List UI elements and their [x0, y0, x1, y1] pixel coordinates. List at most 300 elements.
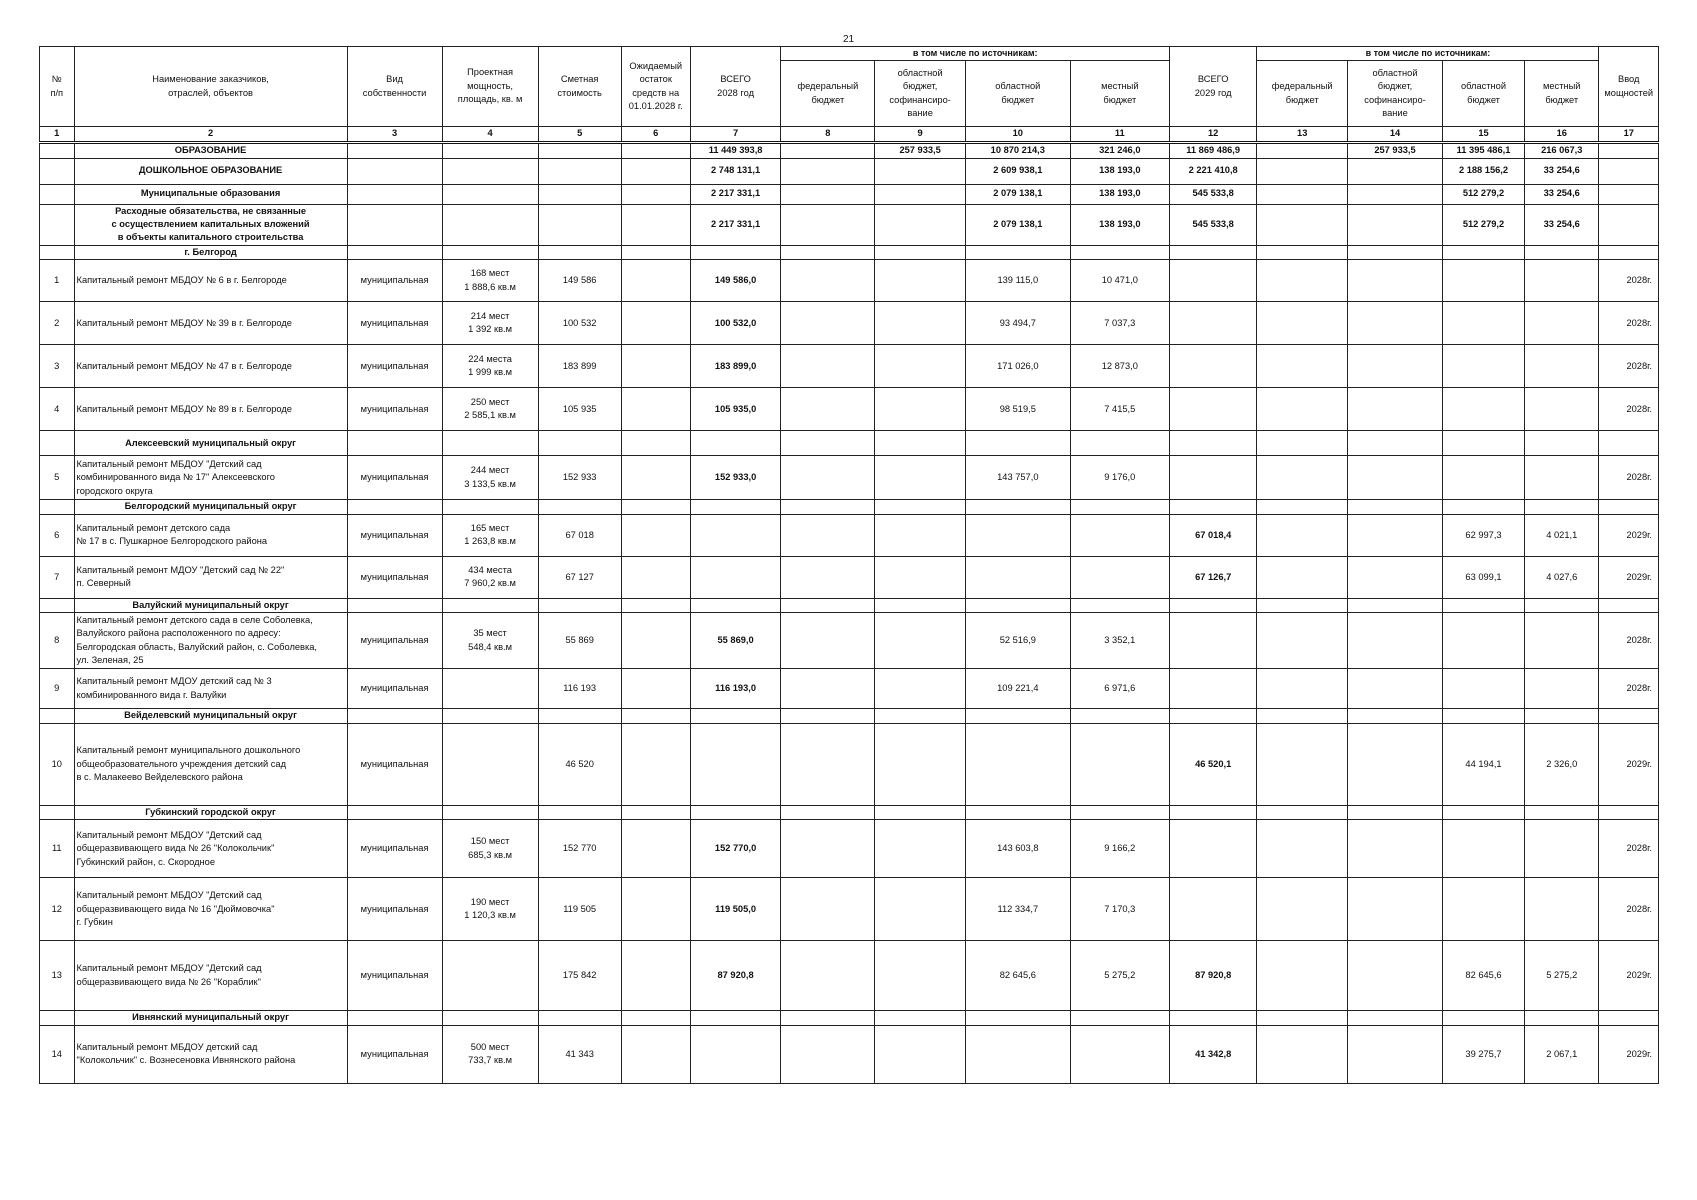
- cell-regional-2028: 171 026,0: [965, 345, 1070, 388]
- cell-regional-2029: 2 188 156,2: [1443, 158, 1525, 184]
- cell-object-name: ДОШКОЛЬНОЕ ОБРАЗОВАНИЕ: [74, 158, 347, 184]
- cell-ownership: муниципальная: [347, 613, 442, 669]
- cell-expected-balance: [621, 723, 690, 805]
- cell-local-2028: 7 170,3: [1070, 878, 1169, 941]
- cell-federal-2028: [781, 941, 875, 1011]
- cell-total-2028: 152 933,0: [690, 456, 781, 500]
- cell-object-name: Ивнянский муниципальный округ: [74, 1011, 347, 1025]
- cell-row-number: 11: [40, 820, 75, 878]
- cell-regional-2029: 63 099,1: [1443, 556, 1525, 598]
- cell-regional-2029: [1443, 805, 1525, 819]
- cell-local-2029: [1525, 456, 1599, 500]
- cell-total-2029: [1169, 345, 1256, 388]
- cell-regional-cofin-2029: [1348, 514, 1443, 556]
- cell-ownership: муниципальная: [347, 878, 442, 941]
- cell-local-2028: [1070, 1011, 1169, 1025]
- cell-regional-cofin-2029: [1348, 204, 1443, 245]
- cell-capacity: [442, 184, 538, 204]
- cell-total-2028: 119 505,0: [690, 878, 781, 941]
- cell-federal-2029: [1257, 669, 1348, 709]
- cell-local-2029: [1525, 388, 1599, 431]
- cell-federal-2029: [1257, 388, 1348, 431]
- cell-commissioning-year: 2029г.: [1599, 514, 1659, 556]
- cell-commissioning-year: 2028г.: [1599, 345, 1659, 388]
- cell-regional-2028: [965, 431, 1070, 456]
- cell-commissioning-year: 2028г.: [1599, 302, 1659, 345]
- cell-row-number: 6: [40, 514, 75, 556]
- cell-capacity: [442, 598, 538, 612]
- cell-local-2029: [1525, 302, 1599, 345]
- cell-ownership: муниципальная: [347, 723, 442, 805]
- cell-row-number: [40, 598, 75, 612]
- cell-regional-2028: [965, 709, 1070, 723]
- cell-row-number: 8: [40, 613, 75, 669]
- cell-regional-cofin-2028: [875, 556, 966, 598]
- cell-object-name: Капитальный ремонт МБДОУ "Детский сад общеразвивающего вида № 16 "Дюймовочка" г. Губкин: [74, 878, 347, 941]
- cell-regional-2029: [1443, 709, 1525, 723]
- cell-ownership: муниципальная: [347, 302, 442, 345]
- cell-commissioning-year: [1599, 245, 1659, 259]
- cell-regional-2028: [965, 1011, 1070, 1025]
- cell-federal-2029: [1257, 302, 1348, 345]
- cell-row-number: 1: [40, 260, 75, 302]
- cell-total-2028: [690, 805, 781, 819]
- cell-estimated-cost: [538, 500, 621, 514]
- cell-capacity: 250 мест 2 585,1 кв.м: [442, 388, 538, 431]
- cell-regional-cofin-2029: [1348, 1011, 1443, 1025]
- table-row: [40, 514, 1659, 556]
- cell-regional-2029: [1443, 878, 1525, 941]
- cell-local-2029: 2 067,1: [1525, 1025, 1599, 1083]
- cell-expected-balance: [621, 345, 690, 388]
- column-number: 7: [690, 127, 781, 143]
- cell-regional-2028: 98 519,5: [965, 388, 1070, 431]
- cell-local-2028: [1070, 805, 1169, 819]
- cell-total-2029: 41 342,8: [1169, 1025, 1256, 1083]
- cell-local-2029: 4 027,6: [1525, 556, 1599, 598]
- cell-commissioning-year: [1599, 158, 1659, 184]
- header-total-2028: ВСЕГО 2028 год: [690, 47, 781, 127]
- cell-object-name: Валуйский муниципальный округ: [74, 598, 347, 612]
- page-number: 21: [842, 34, 855, 45]
- cell-total-2028: 11 449 393,8: [690, 143, 781, 158]
- cell-regional-2029: [1443, 613, 1525, 669]
- cell-total-2028: [690, 514, 781, 556]
- cell-commissioning-year: [1599, 431, 1659, 456]
- cell-regional-cofin-2029: [1348, 184, 1443, 204]
- cell-commissioning-year: 2029г.: [1599, 556, 1659, 598]
- cell-regional-2029: 11 395 486,1: [1443, 143, 1525, 158]
- cell-federal-2028: [781, 514, 875, 556]
- cell-regional-2028: [965, 805, 1070, 819]
- cell-commissioning-year: [1599, 805, 1659, 819]
- cell-estimated-cost: [538, 245, 621, 259]
- cell-ownership: [347, 709, 442, 723]
- cell-regional-cofin-2028: [875, 500, 966, 514]
- cell-regional-cofin-2029: [1348, 345, 1443, 388]
- table-row: [40, 556, 1659, 598]
- header-capacity: Проектная мощность, площадь, кв. м: [442, 47, 538, 127]
- cell-regional-2028: 139 115,0: [965, 260, 1070, 302]
- cell-federal-2029: [1257, 820, 1348, 878]
- cell-estimated-cost: [538, 709, 621, 723]
- cell-local-2028: 138 193,0: [1070, 204, 1169, 245]
- table-row: [40, 613, 1659, 669]
- cell-regional-cofin-2028: [875, 184, 966, 204]
- column-number: 12: [1169, 127, 1256, 143]
- cell-total-2028: [690, 556, 781, 598]
- cell-capacity: [442, 709, 538, 723]
- cell-federal-2029: [1257, 613, 1348, 669]
- cell-federal-2028: [781, 302, 875, 345]
- table-row: [40, 260, 1659, 302]
- header-sources-2029: в том числе по источникам:: [1257, 47, 1599, 61]
- cell-federal-2028: [781, 805, 875, 819]
- cell-expected-balance: [621, 184, 690, 204]
- cell-commissioning-year: [1599, 184, 1659, 204]
- cell-local-2029: [1525, 1011, 1599, 1025]
- cell-regional-2029: [1443, 388, 1525, 431]
- cell-regional-2028: 2 609 938,1: [965, 158, 1070, 184]
- cell-row-number: 13: [40, 941, 75, 1011]
- cell-federal-2028: [781, 158, 875, 184]
- cell-estimated-cost: 100 532: [538, 302, 621, 345]
- cell-row-number: 2: [40, 302, 75, 345]
- cell-capacity: [442, 143, 538, 158]
- cell-estimated-cost: 105 935: [538, 388, 621, 431]
- cell-regional-2029: [1443, 260, 1525, 302]
- cell-row-number: [40, 245, 75, 259]
- cell-total-2028: [690, 1011, 781, 1025]
- cell-object-name: Капитальный ремонт МБДОУ № 6 в г. Белгороде: [74, 260, 347, 302]
- cell-regional-cofin-2029: [1348, 500, 1443, 514]
- header-name: Наименование заказчиков, отраслей, объектов: [74, 47, 347, 127]
- cell-total-2029: [1169, 820, 1256, 878]
- cell-regional-2029: 82 645,6: [1443, 941, 1525, 1011]
- table-row: [40, 941, 1659, 1011]
- cell-regional-cofin-2029: [1348, 260, 1443, 302]
- cell-estimated-cost: 55 869: [538, 613, 621, 669]
- cell-estimated-cost: 67 018: [538, 514, 621, 556]
- cell-row-number: 12: [40, 878, 75, 941]
- cell-regional-cofin-2029: [1348, 556, 1443, 598]
- cell-ownership: муниципальная: [347, 388, 442, 431]
- cell-federal-2028: [781, 456, 875, 500]
- cell-local-2029: [1525, 245, 1599, 259]
- cell-local-2028: 7 415,5: [1070, 388, 1169, 431]
- cell-regional-2028: 52 516,9: [965, 613, 1070, 669]
- cell-estimated-cost: [538, 204, 621, 245]
- cell-expected-balance: [621, 143, 690, 158]
- cell-regional-cofin-2028: [875, 514, 966, 556]
- cell-local-2028: 138 193,0: [1070, 158, 1169, 184]
- cell-capacity: [442, 158, 538, 184]
- cell-ownership: муниципальная: [347, 514, 442, 556]
- cell-estimated-cost: 67 127: [538, 556, 621, 598]
- column-number: 15: [1443, 127, 1525, 143]
- cell-total-2029: [1169, 878, 1256, 941]
- cell-expected-balance: [621, 1025, 690, 1083]
- cell-local-2028: 7 037,3: [1070, 302, 1169, 345]
- cell-commissioning-year: [1599, 500, 1659, 514]
- header-local-2028: местный бюджет: [1070, 61, 1169, 127]
- cell-ownership: [347, 1011, 442, 1025]
- table-row: [40, 723, 1659, 805]
- header-sources-2028: в том числе по источникам:: [781, 47, 1170, 61]
- cell-total-2028: [690, 723, 781, 805]
- cell-estimated-cost: [538, 184, 621, 204]
- cell-expected-balance: [621, 669, 690, 709]
- cell-local-2029: [1525, 500, 1599, 514]
- cell-local-2028: [1070, 514, 1169, 556]
- cell-commissioning-year: [1599, 709, 1659, 723]
- cell-local-2028: 9 166,2: [1070, 820, 1169, 878]
- cell-total-2028: [690, 1025, 781, 1083]
- table-row: [40, 302, 1659, 345]
- cell-estimated-cost: 46 520: [538, 723, 621, 805]
- cell-object-name: ОБРАЗОВАНИЕ: [74, 143, 347, 158]
- cell-object-name: Вейделевский муниципальный округ: [74, 709, 347, 723]
- cell-ownership: муниципальная: [347, 556, 442, 598]
- cell-regional-cofin-2028: [875, 613, 966, 669]
- cell-regional-cofin-2029: [1348, 302, 1443, 345]
- total-row: [40, 143, 1659, 158]
- cell-federal-2029: [1257, 456, 1348, 500]
- column-number: 4: [442, 127, 538, 143]
- cell-total-2028: [690, 500, 781, 514]
- cell-federal-2028: [781, 1025, 875, 1083]
- cell-local-2029: [1525, 709, 1599, 723]
- cell-total-2028: 2 748 131,1: [690, 158, 781, 184]
- column-number: 9: [875, 127, 966, 143]
- cell-ownership: муниципальная: [347, 820, 442, 878]
- cell-regional-cofin-2028: [875, 302, 966, 345]
- cell-capacity: [442, 204, 538, 245]
- cell-object-name: Губкинский городской округ: [74, 805, 347, 819]
- cell-capacity: [442, 245, 538, 259]
- cell-federal-2029: [1257, 184, 1348, 204]
- cell-total-2029: [1169, 709, 1256, 723]
- cell-object-name: Муниципальные образования: [74, 184, 347, 204]
- cell-row-number: 5: [40, 456, 75, 500]
- cell-local-2029: 33 254,6: [1525, 204, 1599, 245]
- cell-federal-2029: [1257, 500, 1348, 514]
- cell-commissioning-year: [1599, 204, 1659, 245]
- cell-local-2029: [1525, 878, 1599, 941]
- cell-row-number: 4: [40, 388, 75, 431]
- cell-total-2028: 55 869,0: [690, 613, 781, 669]
- cell-federal-2029: [1257, 204, 1348, 245]
- cell-total-2029: [1169, 245, 1256, 259]
- cell-regional-cofin-2029: [1348, 709, 1443, 723]
- cell-total-2029: [1169, 260, 1256, 302]
- cell-capacity: 244 мест 3 133,5 кв.м: [442, 456, 538, 500]
- cell-total-2029: 2 221 410,8: [1169, 158, 1256, 184]
- cell-row-number: 14: [40, 1025, 75, 1083]
- cell-capacity: [442, 941, 538, 1011]
- cell-total-2028: 87 920,8: [690, 941, 781, 1011]
- cell-federal-2029: [1257, 941, 1348, 1011]
- cell-regional-cofin-2028: [875, 1011, 966, 1025]
- cell-total-2028: 2 217 331,1: [690, 204, 781, 245]
- cell-capacity: 150 мест 685,3 кв.м: [442, 820, 538, 878]
- cell-estimated-cost: [538, 158, 621, 184]
- cell-object-name: Алексеевский муниципальный округ: [74, 431, 347, 456]
- section-row: [40, 1011, 1659, 1025]
- cell-row-number: [40, 143, 75, 158]
- cell-total-2028: [690, 431, 781, 456]
- cell-regional-cofin-2028: [875, 456, 966, 500]
- cell-regional-2028: 2 079 138,1: [965, 204, 1070, 245]
- cell-object-name: Капитальный ремонт муниципального дошкольного общеобразовательного учреждения детский сад в с. Малакеево Вейделевского района: [74, 723, 347, 805]
- cell-local-2028: 3 352,1: [1070, 613, 1169, 669]
- cell-federal-2029: [1257, 709, 1348, 723]
- cell-regional-2029: 512 279,2: [1443, 204, 1525, 245]
- cell-object-name: Капитальный ремонт МБДОУ № 89 в г. Белгороде: [74, 388, 347, 431]
- cell-row-number: [40, 431, 75, 456]
- cell-federal-2029: [1257, 1011, 1348, 1025]
- cell-regional-2028: 10 870 214,3: [965, 143, 1070, 158]
- cell-expected-balance: [621, 1011, 690, 1025]
- cell-total-2029: 46 520,1: [1169, 723, 1256, 805]
- cell-row-number: [40, 1011, 75, 1025]
- cell-federal-2028: [781, 556, 875, 598]
- cell-regional-cofin-2028: [875, 598, 966, 612]
- cell-local-2028: 321 246,0: [1070, 143, 1169, 158]
- cell-total-2029: 545 533,8: [1169, 184, 1256, 204]
- cell-capacity: 35 мест 548,4 кв.м: [442, 613, 538, 669]
- cell-federal-2028: [781, 345, 875, 388]
- cell-federal-2028: [781, 204, 875, 245]
- cell-regional-cofin-2028: [875, 709, 966, 723]
- table-body: [40, 143, 1659, 1084]
- cell-regional-cofin-2028: [875, 345, 966, 388]
- column-number: 3: [347, 127, 442, 143]
- cell-estimated-cost: 119 505: [538, 878, 621, 941]
- cell-total-2029: 87 920,8: [1169, 941, 1256, 1011]
- cell-ownership: муниципальная: [347, 669, 442, 709]
- cell-local-2029: [1525, 431, 1599, 456]
- cell-regional-2028: 82 645,6: [965, 941, 1070, 1011]
- header-total-2029: ВСЕГО 2029 год: [1169, 47, 1256, 127]
- cell-row-number: [40, 158, 75, 184]
- cell-total-2028: 152 770,0: [690, 820, 781, 878]
- total-row: [40, 158, 1659, 184]
- cell-expected-balance: [621, 613, 690, 669]
- cell-expected-balance: [621, 514, 690, 556]
- cell-local-2028: [1070, 723, 1169, 805]
- cell-regional-2029: [1443, 598, 1525, 612]
- section-row: [40, 431, 1659, 456]
- header-regional-2028: областной бюджет: [965, 61, 1070, 127]
- cell-commissioning-year: [1599, 1011, 1659, 1025]
- cell-total-2029: [1169, 388, 1256, 431]
- cell-federal-2028: [781, 878, 875, 941]
- cell-object-name: Капитальный ремонт МБДОУ "Детский сад общеразвивающего вида № 26 "Кораблик": [74, 941, 347, 1011]
- cell-estimated-cost: [538, 143, 621, 158]
- cell-federal-2028: [781, 500, 875, 514]
- cell-object-name: Капитальный ремонт МДОУ детский сад № 3 комбинированного вида г. Валуйки: [74, 669, 347, 709]
- cell-federal-2029: [1257, 1025, 1348, 1083]
- column-number-row: [40, 127, 1659, 143]
- cell-estimated-cost: 116 193: [538, 669, 621, 709]
- cell-expected-balance: [621, 260, 690, 302]
- column-number: 13: [1257, 127, 1348, 143]
- total-row: [40, 204, 1659, 245]
- cell-regional-cofin-2029: [1348, 723, 1443, 805]
- cell-total-2029: [1169, 598, 1256, 612]
- cell-expected-balance: [621, 820, 690, 878]
- column-number: 1: [40, 127, 75, 143]
- cell-estimated-cost: [538, 431, 621, 456]
- cell-total-2028: 105 935,0: [690, 388, 781, 431]
- section-row: [40, 500, 1659, 514]
- column-number: 8: [781, 127, 875, 143]
- cell-federal-2029: [1257, 878, 1348, 941]
- cell-capacity: 190 мест 1 120,3 кв.м: [442, 878, 538, 941]
- cell-estimated-cost: 152 933: [538, 456, 621, 500]
- cell-estimated-cost: 183 899: [538, 345, 621, 388]
- cell-total-2029: [1169, 431, 1256, 456]
- cell-regional-2028: [965, 500, 1070, 514]
- cell-regional-cofin-2028: [875, 245, 966, 259]
- cell-expected-balance: [621, 158, 690, 184]
- cell-estimated-cost: 152 770: [538, 820, 621, 878]
- cell-total-2028: 2 217 331,1: [690, 184, 781, 204]
- cell-ownership: [347, 805, 442, 819]
- header-ownership: Вид собственности: [347, 47, 442, 127]
- cell-expected-balance: [621, 878, 690, 941]
- cell-federal-2028: [781, 1011, 875, 1025]
- cell-total-2029: 545 533,8: [1169, 204, 1256, 245]
- cell-regional-cofin-2028: [875, 1025, 966, 1083]
- cell-row-number: [40, 184, 75, 204]
- cell-regional-2029: 512 279,2: [1443, 184, 1525, 204]
- cell-expected-balance: [621, 556, 690, 598]
- cell-total-2029: [1169, 669, 1256, 709]
- cell-ownership: [347, 245, 442, 259]
- cell-federal-2029: [1257, 245, 1348, 259]
- cell-estimated-cost: 41 343: [538, 1025, 621, 1083]
- cell-row-number: 9: [40, 669, 75, 709]
- cell-federal-2029: [1257, 598, 1348, 612]
- cell-regional-2028: [965, 723, 1070, 805]
- cell-federal-2029: [1257, 260, 1348, 302]
- cell-regional-cofin-2029: [1348, 598, 1443, 612]
- cell-local-2028: 138 193,0: [1070, 184, 1169, 204]
- cell-federal-2029: [1257, 556, 1348, 598]
- cell-local-2028: 6 971,6: [1070, 669, 1169, 709]
- table-row: [40, 820, 1659, 878]
- cell-federal-2028: [781, 388, 875, 431]
- cell-total-2029: [1169, 805, 1256, 819]
- cell-row-number: 10: [40, 723, 75, 805]
- column-number: 5: [538, 127, 621, 143]
- cell-ownership: [347, 598, 442, 612]
- cell-expected-balance: [621, 204, 690, 245]
- table-row: [40, 456, 1659, 500]
- cell-total-2029: [1169, 456, 1256, 500]
- section-row: [40, 245, 1659, 259]
- cell-regional-cofin-2028: [875, 723, 966, 805]
- cell-regional-2029: [1443, 820, 1525, 878]
- cell-federal-2028: [781, 143, 875, 158]
- cell-regional-2028: 143 603,8: [965, 820, 1070, 878]
- cell-object-name: Капитальный ремонт МБДОУ детский сад "Колокольчик" с. Вознесеновка Ивнянского района: [74, 1025, 347, 1083]
- cell-regional-2029: [1443, 245, 1525, 259]
- column-number: 11: [1070, 127, 1169, 143]
- cell-federal-2029: [1257, 514, 1348, 556]
